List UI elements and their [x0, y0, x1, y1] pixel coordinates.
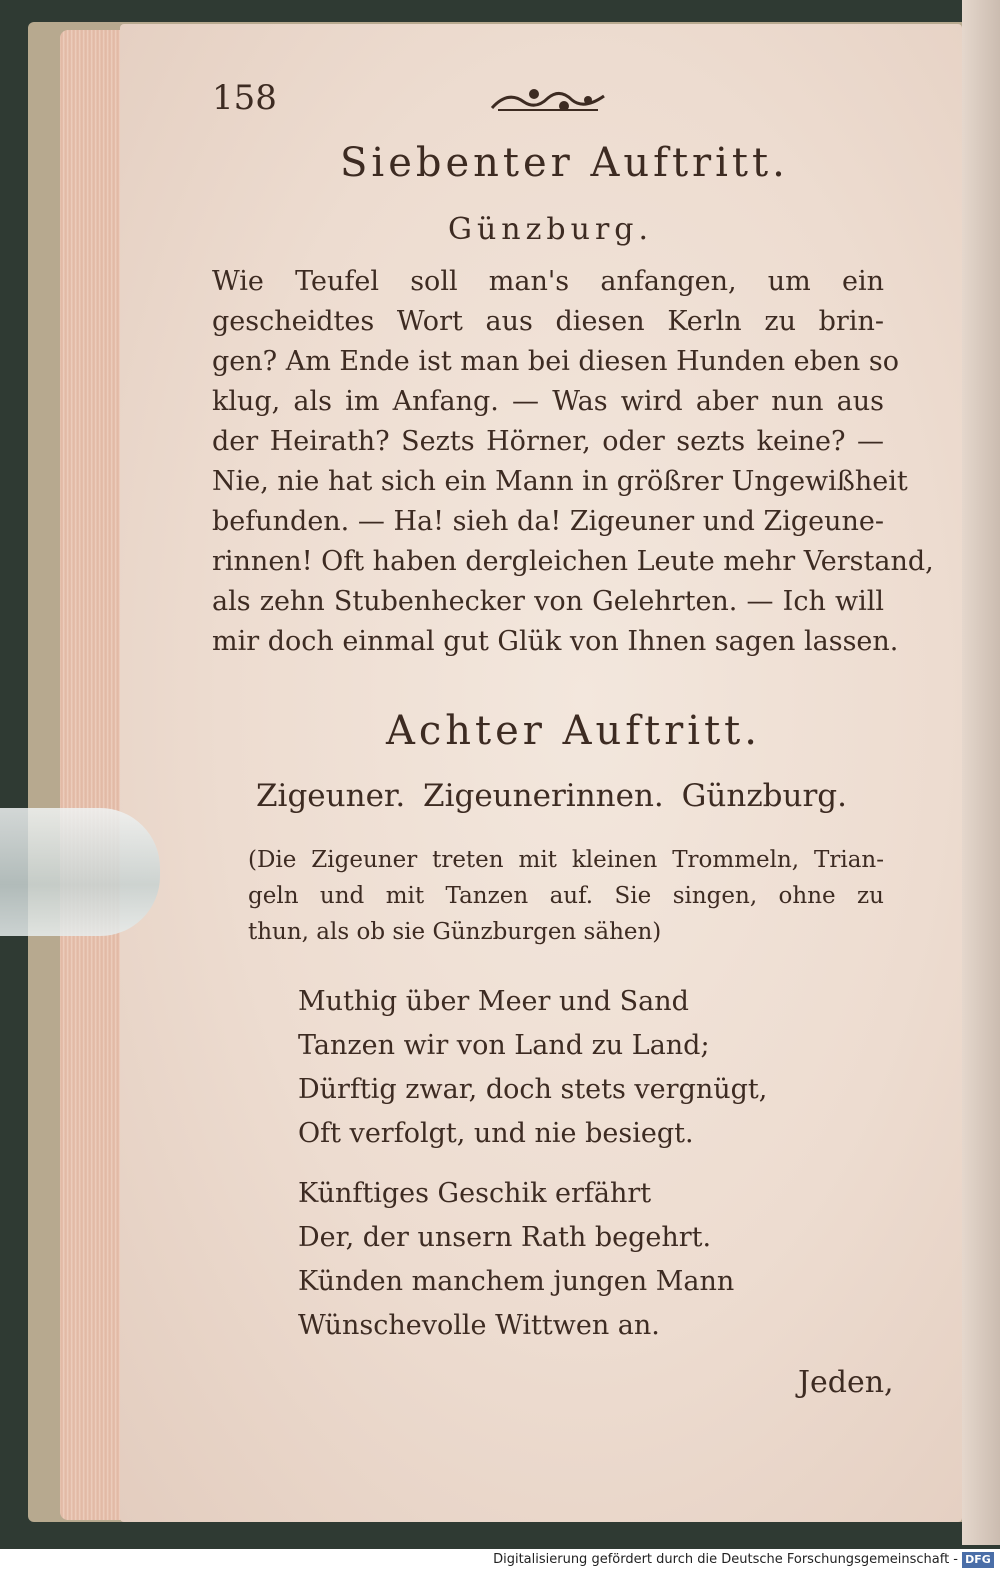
dfg-logo: DFG	[962, 1552, 994, 1568]
text-line: rinnen! Oft haben dergleichen Leute mehr Verstand,	[212, 546, 934, 577]
song-stanza	[298, 1172, 734, 1348]
verse-line: Muthig über Meer und Sand	[298, 986, 689, 1017]
text-line: gen? Am Ende ist man bei diesen Hunden eben so	[212, 346, 899, 377]
text-line: (Die Zigeuner treten mit kleinen Trommeln, Trian-	[248, 847, 884, 873]
text-line: mir doch einmal gut Glük von Ihnen sagen lassen.	[212, 626, 899, 657]
text-line: geln und mit Tanzen auf. Sie singen, ohne zu	[248, 883, 884, 909]
speaker-name: Günzburg.	[448, 212, 654, 247]
verse-line: Künftiges Geschik erfährt	[298, 1178, 652, 1209]
text-line: als zehn Stubenhecker von Gelehrten. — Ich will	[212, 586, 884, 617]
verse-line: Der, der unsern Rath begehrt.	[298, 1222, 712, 1253]
ornament-icon	[488, 80, 608, 120]
footer-credit: Digitalisierung gefördert durch die Deutsche Forschungsgemeinschaft -	[493, 1552, 958, 1567]
verse-line: Oft verfolgt, und nie besiegt.	[298, 1118, 694, 1149]
text-line: Nie, nie hat sich ein Mann in größrer Ungewißheit	[212, 466, 908, 497]
song-stanza	[298, 980, 767, 1156]
text-line: thun, als ob sie Günzburgen sähen)	[248, 919, 662, 945]
scene-heading: Achter Auftritt.	[386, 708, 761, 754]
stage-direction	[248, 842, 884, 950]
text-line: Wie Teufel soll man's anfangen, um ein	[212, 266, 884, 297]
catchword: Jeden,	[798, 1365, 894, 1400]
cast-list: Zigeuner. Zigeunerinnen. Günzburg.	[256, 778, 847, 814]
page-clip	[0, 808, 160, 936]
monologue-paragraph	[212, 262, 934, 662]
verse-line: Tanzen wir von Land zu Land;	[298, 1030, 710, 1061]
verse-line: Künden manchem jungen Mann	[298, 1266, 735, 1297]
page-number: 158	[212, 78, 277, 118]
text-line: gescheidtes Wort aus diesen Kerln zu brin-	[212, 306, 884, 337]
next-page-edge	[962, 0, 1000, 1545]
scene-heading: Siebenter Auftritt.	[340, 140, 789, 186]
text-line: der Heirath? Sezts Hörner, oder sezts keine? —	[212, 426, 884, 457]
verse-line: Dürftig zwar, doch stets vergnügt,	[298, 1074, 768, 1105]
verse-line: Wünschevolle Wittwen an.	[298, 1310, 660, 1341]
text-line: befunden. — Ha! sieh da! Zigeuner und Zigeune-	[212, 506, 884, 537]
text-line: klug, als im Anfang. — Was wird aber nun aus	[212, 386, 884, 417]
